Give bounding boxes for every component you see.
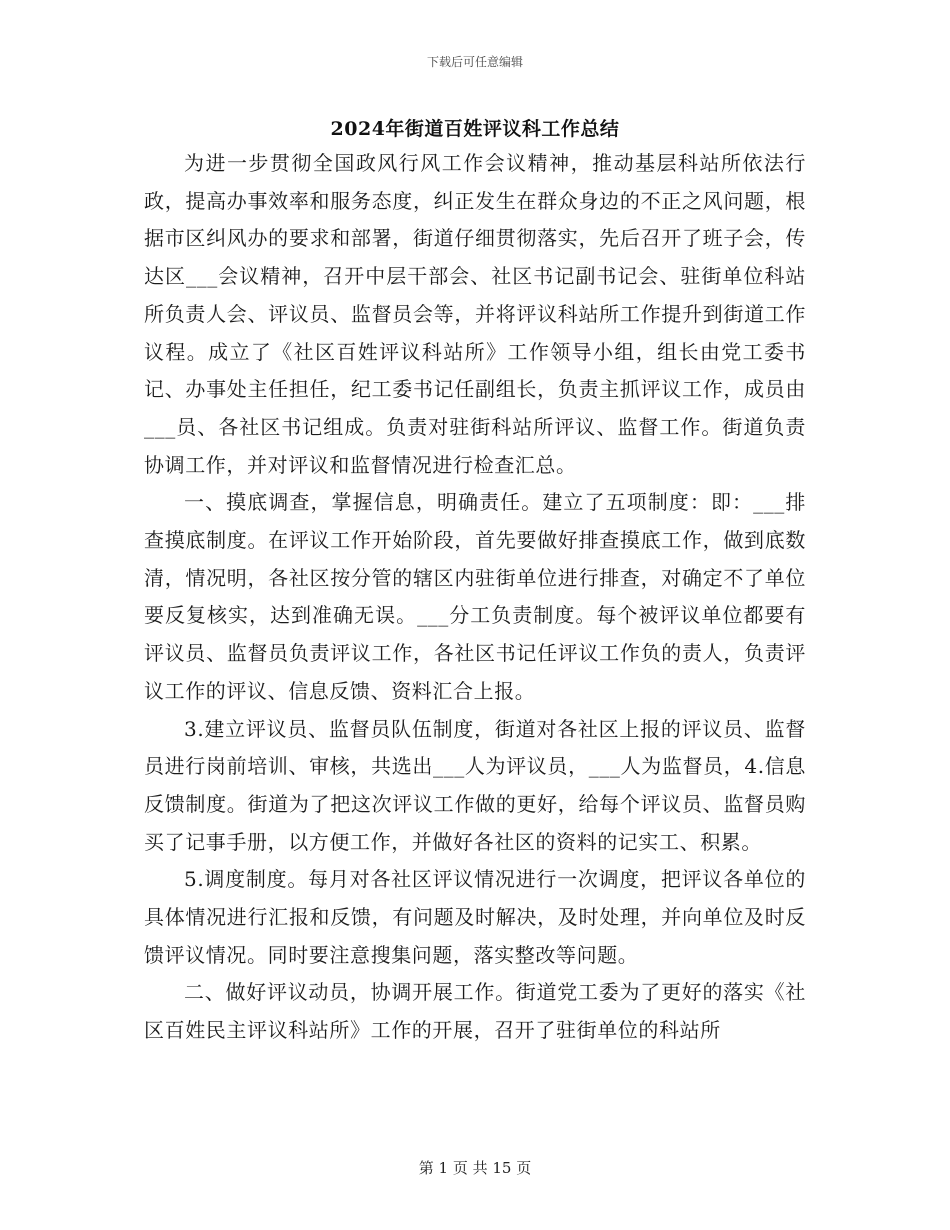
body-paragraph: 为进一步贯彻全国政风行风工作会议精神，推动基层科站所依法行政，提高办事效率和服务态度，纠正发生在群众身边的不正之风问题，根据市区纠风办的要求和部署，街道仔细贯彻落实，先后召开了班子会，传达区___会议精神，召开中层干部会、社区书记副书记会、驻街单位科站所负责人会、评议员、监督员会等，并将评议科站所工作提升到街道工作议程。成立了《社区百姓评议科站所》工作领导小组，组长由党工委书记、办事处主任担任，纪工委书记任副组长，负责主抓评议工作，成员由___员、各社区书记组成。负责对驻街科站所评议、监督工作。街道负责协调工作，并对评议和监督情况进行检查汇总。 (144, 151, 806, 477)
body-paragraph: 二、做好评议动员，协调开展工作。街道党工委为了更好的落实《社区百姓民主评议科站所》工作的开展，召开了驻街单位的科站所 (144, 980, 806, 1043)
page-header-note: 下载后可任意编辑 (426, 55, 523, 69)
document-body (144, 145, 806, 1050)
body-paragraph: 3.建立评议员、监督员队伍制度，街道对各社区上报的评议员、监督员进行岗前培训、审核，共选出___人为评议员，___人为监督员，4.信息反馈制度。街道为了把这次评议工作做的更好，给每个评议员、监督员购买了记事手册，以方便工作，并做好各社区的资料的记实工、积累。 (144, 716, 806, 854)
body-paragraph: 一、摸底调查，掌握信息，明确责任。建立了五项制度：即：___排查摸底制度。在评议工作开始阶段，首先要做好排查摸底工作，做到底数清，情况明，各社区按分管的辖区内驻街单位进行排查，对确定不了单位要反复核实，达到准确无误。___分工负责制度。每个被评议单位都要有评议员、监督员负责评议工作，各社区书记任评议工作负的责人，负责评议工作的评议、信息反馈、资料汇合上报。 (144, 490, 806, 703)
page-number: 第 1 页 共 15 页 (418, 1159, 532, 1177)
body-paragraph: 5.调度制度。每月对各社区评议情况进行一次调度，把评议各单位的具体情况进行汇报和反馈，有问题及时解决，及时处理，并向单位及时反馈评议情况。同时要注意搜集问题，落实整改等问题。 (144, 867, 806, 967)
document-title: 2024年街道百姓评议科工作总结 (330, 118, 620, 140)
